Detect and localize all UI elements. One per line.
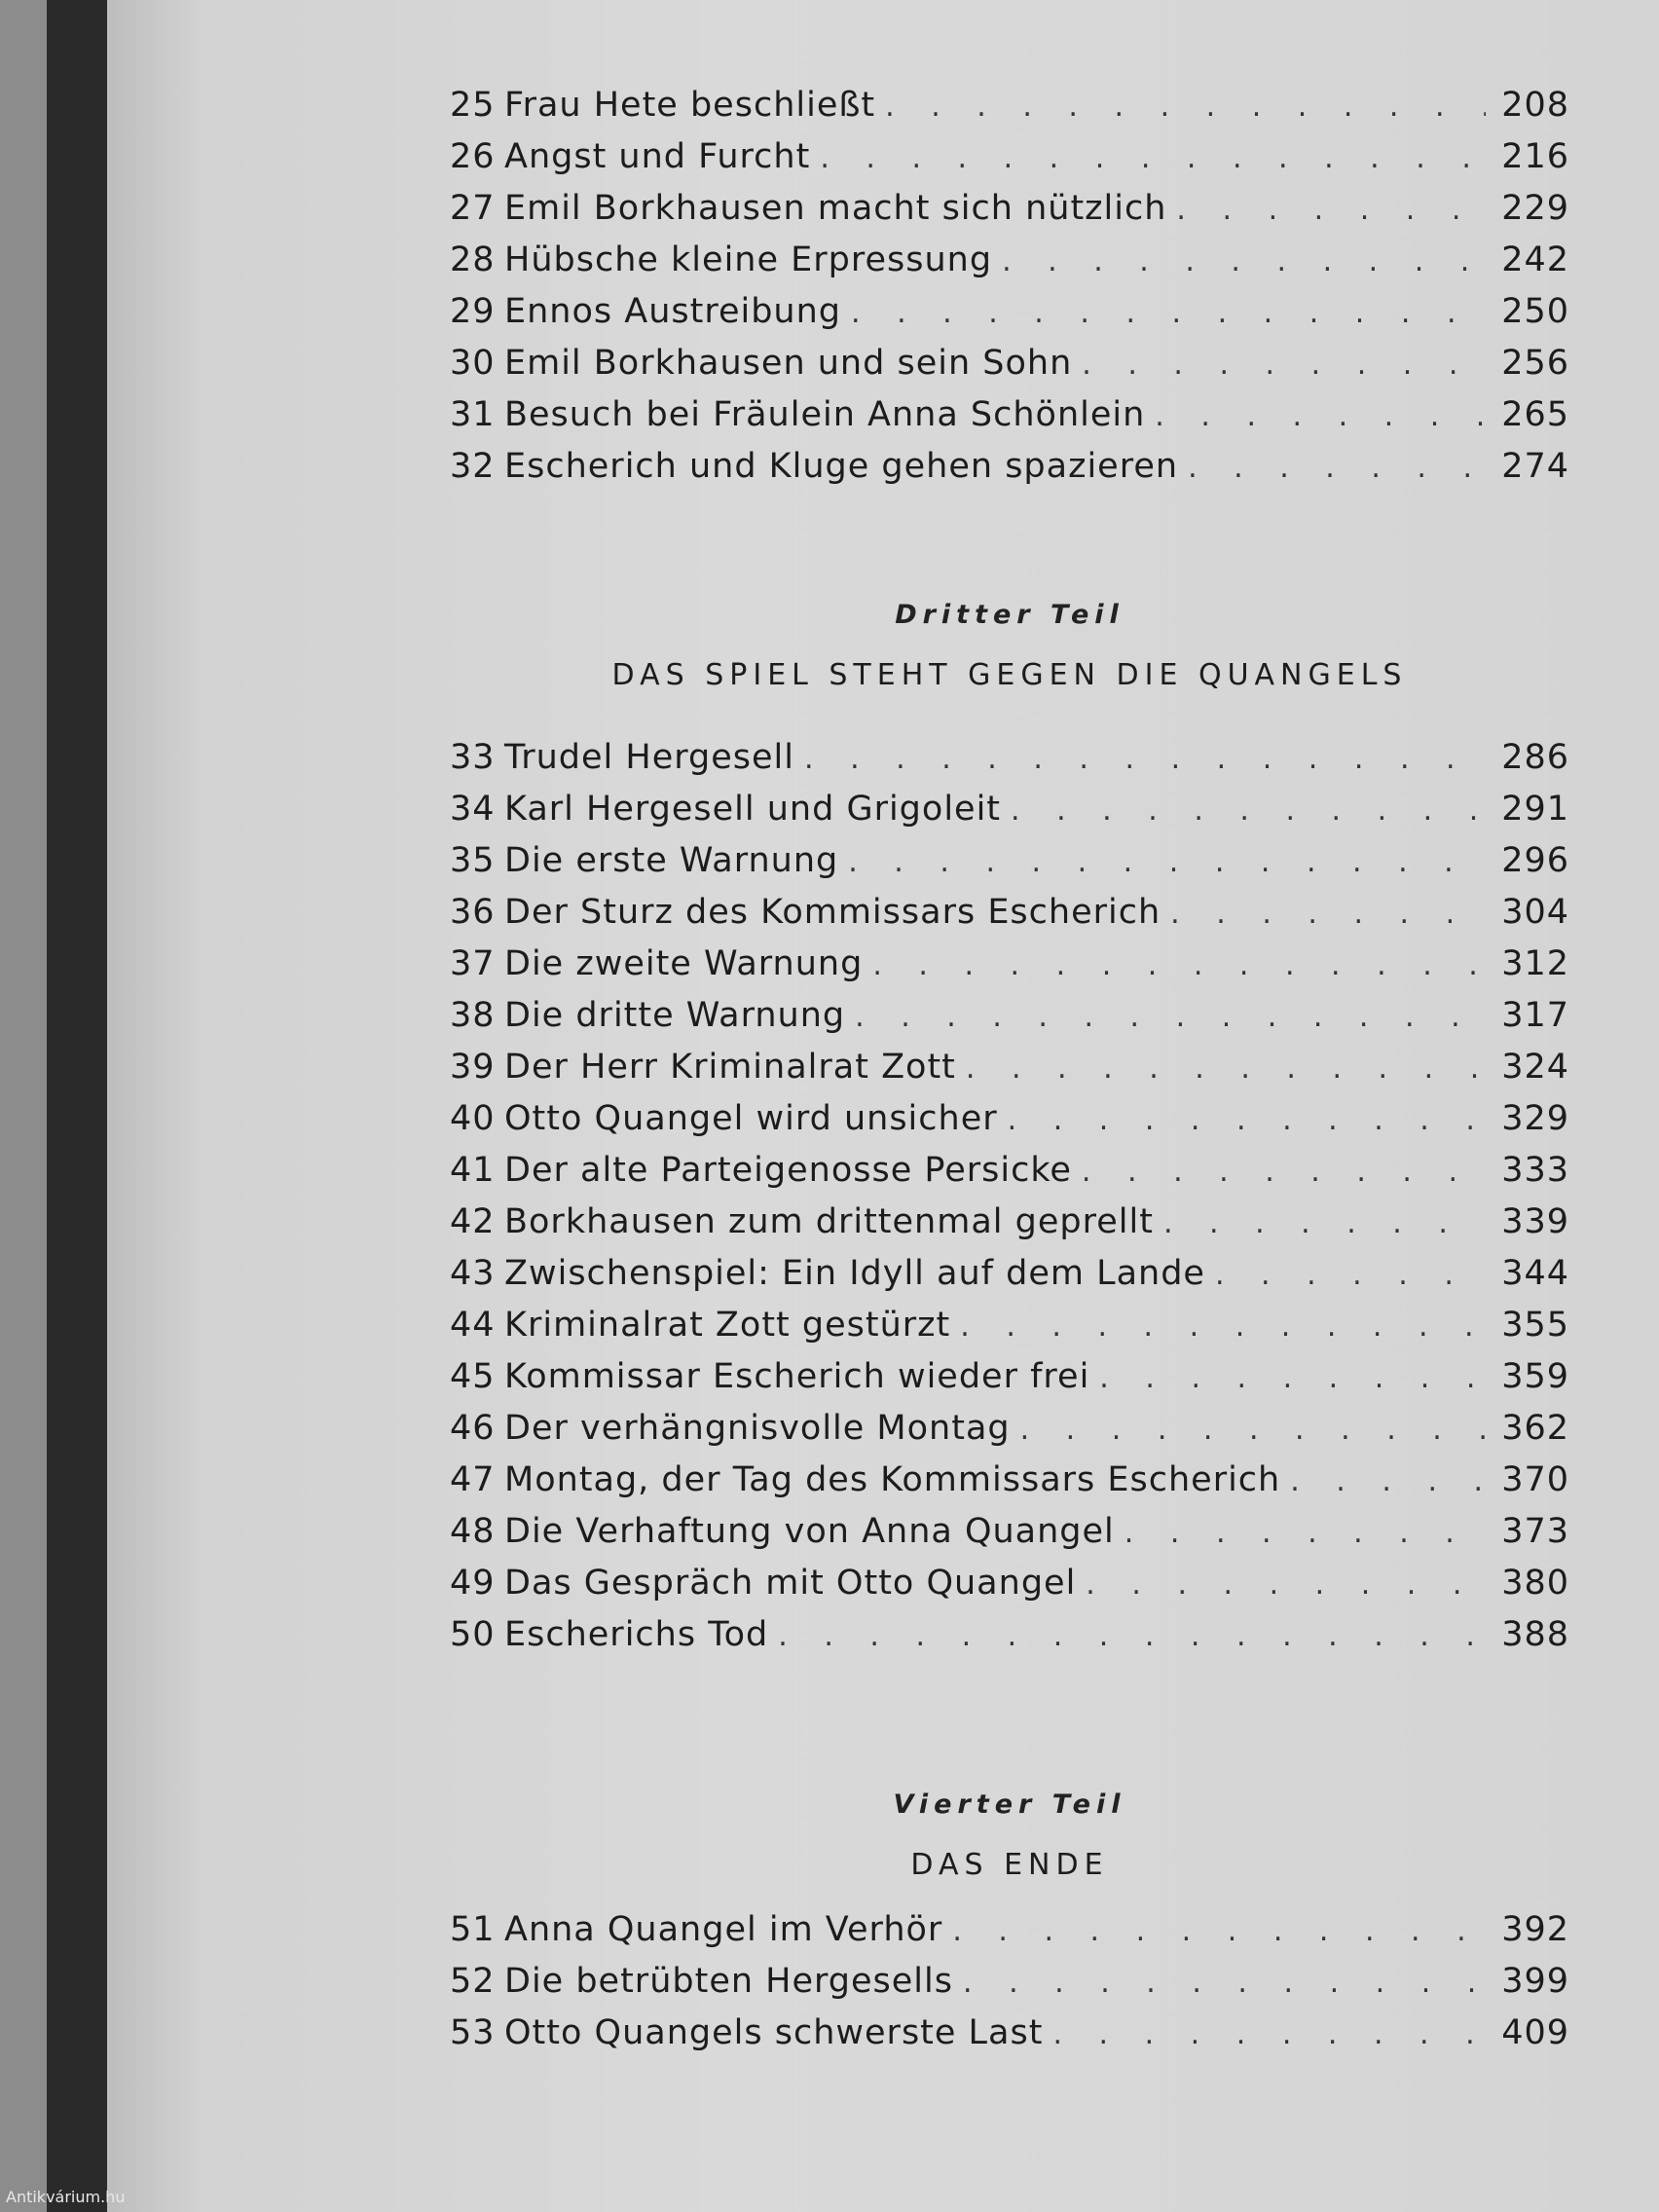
dot-leader	[820, 141, 1486, 175]
chapter-title: Der alte Parteigenosse Persicke	[504, 1151, 1072, 1190]
chapter-number: 45	[450, 1357, 496, 1396]
toc-section-continued	[450, 86, 1569, 498]
page-number: 296	[1501, 841, 1569, 880]
chapter-number: 25	[450, 86, 496, 125]
part-three-label: Dritter Teil	[895, 600, 1124, 630]
chapter-number: 31	[450, 395, 496, 434]
chapter-number: 47	[450, 1460, 496, 1499]
dot-leader	[1163, 1206, 1486, 1240]
chapter-number: 37	[450, 944, 496, 983]
page-number: 324	[1501, 1048, 1569, 1087]
chapter-number: 46	[450, 1409, 496, 1448]
chapter-title: Trudel Hergesell	[504, 738, 794, 777]
chapter-title: Die betrübten Hergesells	[504, 1962, 953, 2001]
chapter-title: Die erste Warnung	[504, 841, 839, 880]
toc-entry	[450, 292, 1569, 344]
page-number: 359	[1501, 1357, 1569, 1396]
chapter-number: 40	[450, 1099, 496, 1138]
toc-entry	[450, 1151, 1569, 1202]
dot-leader	[851, 296, 1486, 330]
page-number: 242	[1501, 240, 1569, 279]
toc-entry	[450, 395, 1569, 447]
chapter-title: Die dritte Warnung	[504, 996, 846, 1035]
chapter-number: 49	[450, 1564, 496, 1603]
chapter-number: 28	[450, 240, 496, 279]
chapter-number: 36	[450, 893, 496, 932]
dot-leader	[1170, 897, 1486, 931]
page-number: 333	[1501, 1151, 1569, 1190]
dot-leader	[1082, 348, 1486, 382]
toc-entry	[450, 1202, 1569, 1254]
dot-leader	[885, 90, 1486, 124]
page-number: 370	[1501, 1460, 1569, 1499]
page-number: 409	[1501, 2013, 1569, 2052]
chapter-title: Karl Hergesell und Grigoleit	[504, 790, 1002, 829]
chapter-title: Otto Quangel wird unsicher	[504, 1099, 998, 1138]
page-number: 216	[1501, 137, 1569, 176]
page-number: 399	[1501, 1962, 1569, 2001]
chapter-title: Der verhängnisvolle Montag	[504, 1409, 1011, 1448]
page-number: 265	[1501, 395, 1569, 434]
chapter-title: Kommissar Escherich wieder frei	[504, 1357, 1090, 1396]
chapter-title: Der Sturz des Kommissars Escherich	[504, 893, 1161, 932]
page-number: 392	[1501, 1910, 1569, 1949]
dot-leader	[1086, 1567, 1486, 1602]
dot-leader	[1008, 1103, 1486, 1137]
chapter-number: 39	[450, 1048, 496, 1087]
chapter-number: 32	[450, 447, 496, 486]
chapter-number: 27	[450, 189, 496, 228]
dot-leader	[1155, 399, 1486, 433]
chapter-number: 41	[450, 1151, 496, 1190]
dot-leader	[1082, 1155, 1486, 1189]
chapter-number: 51	[450, 1910, 496, 1949]
toc-entry	[450, 1615, 1569, 1667]
toc-entry	[450, 1357, 1569, 1409]
left-edge-strip	[0, 0, 47, 2212]
dot-leader	[960, 1309, 1486, 1344]
toc-entry	[450, 1048, 1569, 1099]
chapter-title: Montag, der Tag des Kommissars Escherich	[504, 1460, 1281, 1499]
chapter-title: Emil Borkhausen macht sich nützlich	[504, 189, 1167, 228]
toc-entry	[450, 2013, 1569, 2065]
chapter-number: 35	[450, 841, 496, 880]
dot-leader	[848, 845, 1486, 879]
chapter-title: Angst und Furcht	[504, 137, 811, 176]
page-number: 339	[1501, 1202, 1569, 1241]
toc-entry	[450, 1099, 1569, 1151]
page-number: 250	[1501, 292, 1569, 331]
toc-entry	[450, 1962, 1569, 2013]
page-number: 274	[1501, 447, 1569, 486]
dot-leader	[1052, 2017, 1486, 2051]
dot-leader	[952, 1914, 1486, 1948]
chapter-number: 34	[450, 790, 496, 829]
page-number: 329	[1501, 1099, 1569, 1138]
page-number: 312	[1501, 944, 1569, 983]
chapter-number: 53	[450, 2013, 496, 2052]
toc-entry	[450, 1910, 1569, 1962]
chapter-title: Zwischenspiel: Ein Idyll auf dem Lande	[504, 1254, 1205, 1293]
book-spine	[47, 0, 107, 2212]
dot-leader	[804, 742, 1486, 776]
dot-leader	[966, 1051, 1486, 1086]
chapter-number: 26	[450, 137, 496, 176]
chapter-number: 38	[450, 996, 496, 1035]
toc-entry	[450, 344, 1569, 395]
toc-entry	[450, 1254, 1569, 1306]
page-number: 291	[1501, 790, 1569, 829]
dot-leader	[778, 1619, 1486, 1653]
dot-leader	[1290, 1464, 1486, 1498]
page-number: 388	[1501, 1615, 1569, 1654]
chapter-title: Die Verhaftung von Anna Quangel	[504, 1512, 1115, 1551]
chapter-title: Besuch bei Fräulein Anna Schönlein	[504, 395, 1146, 434]
page-number: 355	[1501, 1306, 1569, 1345]
chapter-number: 44	[450, 1306, 496, 1345]
toc-entry	[450, 1512, 1569, 1564]
chapter-title: Ennos Austreibung	[504, 292, 842, 331]
toc-entry	[450, 1564, 1569, 1615]
dot-leader	[1215, 1258, 1486, 1292]
chapter-title: Escherichs Tod	[504, 1615, 769, 1654]
toc-section-part-three	[450, 738, 1569, 1667]
dot-leader	[872, 948, 1486, 982]
chapter-title: Escherich und Kluge gehen spazieren	[504, 447, 1179, 486]
chapter-title: Borkhausen zum drittenmal geprellt	[504, 1202, 1154, 1241]
part-four-label: Vierter Teil	[893, 1789, 1126, 1820]
chapter-number: 33	[450, 738, 496, 777]
chapter-title: Das Gespräch mit Otto Quangel	[504, 1564, 1077, 1603]
page-number: 304	[1501, 893, 1569, 932]
dot-leader	[1002, 244, 1486, 278]
chapter-title: Emil Borkhausen und sein Sohn	[504, 344, 1073, 383]
toc-entry	[450, 738, 1569, 790]
toc-entry	[450, 447, 1569, 498]
part-three-title: DAS SPIEL STEHT GEGEN DIE QUANGELS	[611, 658, 1408, 692]
toc-entry	[450, 1460, 1569, 1512]
toc-entry	[450, 893, 1569, 944]
watermark-text: Antikvárium.hu	[6, 2188, 126, 2206]
chapter-title: Hübsche kleine Erpressung	[504, 240, 993, 279]
chapter-title: Die zweite Warnung	[504, 944, 864, 983]
toc-entry	[450, 841, 1569, 893]
toc-entry	[450, 189, 1569, 240]
toc-entry	[450, 1409, 1569, 1460]
toc-entry	[450, 1306, 1569, 1357]
page-number: 317	[1501, 996, 1569, 1035]
chapter-number: 30	[450, 344, 496, 383]
toc-entry	[450, 944, 1569, 996]
chapter-title: Kriminalrat Zott gestürzt	[504, 1306, 951, 1345]
page-number: 208	[1501, 86, 1569, 125]
chapter-number: 48	[450, 1512, 496, 1551]
toc-entry	[450, 240, 1569, 292]
page-number: 344	[1501, 1254, 1569, 1293]
page-number: 286	[1501, 738, 1569, 777]
page-number: 362	[1501, 1409, 1569, 1448]
chapter-title: Otto Quangels schwerste Last	[504, 2013, 1044, 2052]
chapter-number: 50	[450, 1615, 496, 1654]
part-four-title: DAS ENDE	[910, 1848, 1109, 1882]
toc-entry	[450, 996, 1569, 1048]
toc-entry	[450, 86, 1569, 137]
toc-entry	[450, 137, 1569, 189]
dot-leader	[1188, 451, 1486, 485]
chapter-number: 29	[450, 292, 496, 331]
dot-leader	[1124, 1516, 1486, 1550]
chapter-number: 43	[450, 1254, 496, 1293]
dot-leader	[1011, 793, 1486, 828]
chapter-title: Der Herr Kriminalrat Zott	[504, 1048, 956, 1087]
dot-leader	[1020, 1413, 1486, 1447]
page-number: 380	[1501, 1564, 1569, 1603]
toc-entry	[450, 790, 1569, 841]
toc-section-part-four	[450, 1910, 1569, 2065]
dot-leader	[855, 1000, 1486, 1034]
chapter-title: Frau Hete beschließt	[504, 86, 876, 125]
page-number: 373	[1501, 1512, 1569, 1551]
page-number: 229	[1501, 189, 1569, 228]
dot-leader	[1176, 193, 1486, 227]
dot-leader	[963, 1966, 1486, 2000]
chapter-number: 42	[450, 1202, 496, 1241]
chapter-number: 52	[450, 1962, 496, 2001]
page-number: 256	[1501, 344, 1569, 383]
dot-leader	[1099, 1361, 1486, 1395]
chapter-title: Anna Quangel im Verhör	[504, 1910, 943, 1949]
